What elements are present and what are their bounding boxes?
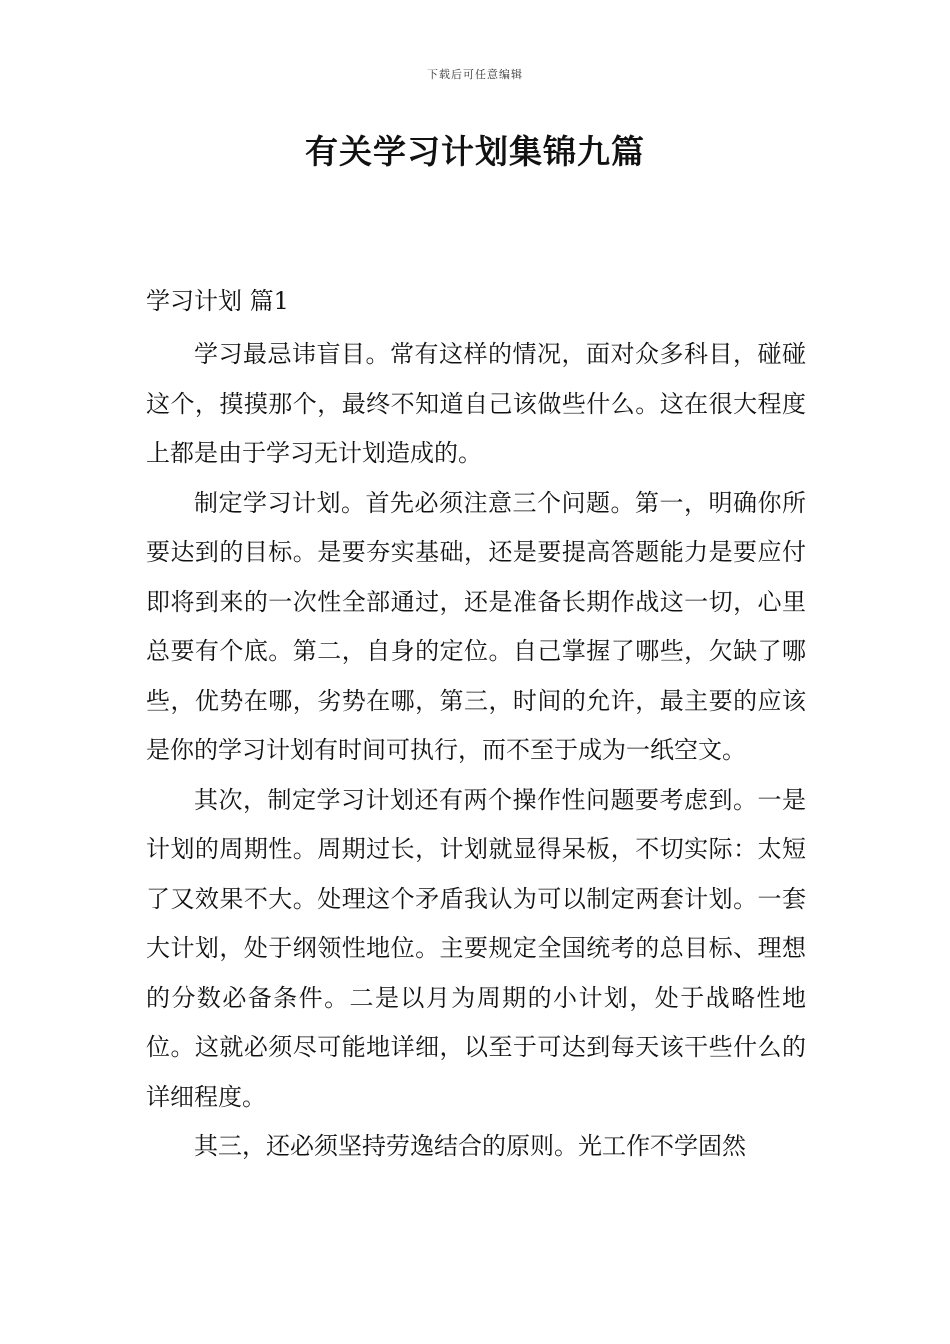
document-title: 有关学习计划集锦九篇 bbox=[305, 132, 645, 171]
paragraph: 制定学习计划。首先必须注意三个问题。第一，明确你所要达到的目标。是要夯实基础，还是要提高答题能力是要应付即将到来的一次性全部通过，还是准备长期作战这一切，心里总要有个底。第二，自身的定位。自己掌握了哪些，欠缺了哪些，优势在哪，劣势在哪，第三，时间的允许，最主要的应该是你的学习计划有时间可执行，而不至于成为一纸空文。 bbox=[146, 488, 806, 764]
section-heading: 学习计划 篇1 bbox=[146, 287, 289, 315]
document-body bbox=[146, 282, 806, 1172]
paragraph: 其三，还必须坚持劳逸结合的原则。光工作不学固然 bbox=[194, 1132, 746, 1160]
header-note: 下载后可任意编辑 bbox=[427, 68, 523, 81]
paragraph: 其次，制定学习计划还有两个操作性问题要考虑到。一是计划的周期性。周期过长，计划就显得呆板，不切实际：太短了又效果不大。处理这个矛盾我认为可以制定两套计划。一套大计划，处于纲领性地位。主要规定全国统考的总目标、理想的分数必备条件。二是以月为周期的小计划，处于战略性地位。这就必须尽可能地详细，以至于可达到每天该干些什么的详细程度。 bbox=[146, 785, 806, 1111]
paragraph: 学习最忌讳盲目。常有这样的情况，面对众多科目，碰碰这个，摸摸那个，最终不知道自己该做些什么。这在很大程度上都是由于学习无计划造成的。 bbox=[146, 340, 806, 467]
